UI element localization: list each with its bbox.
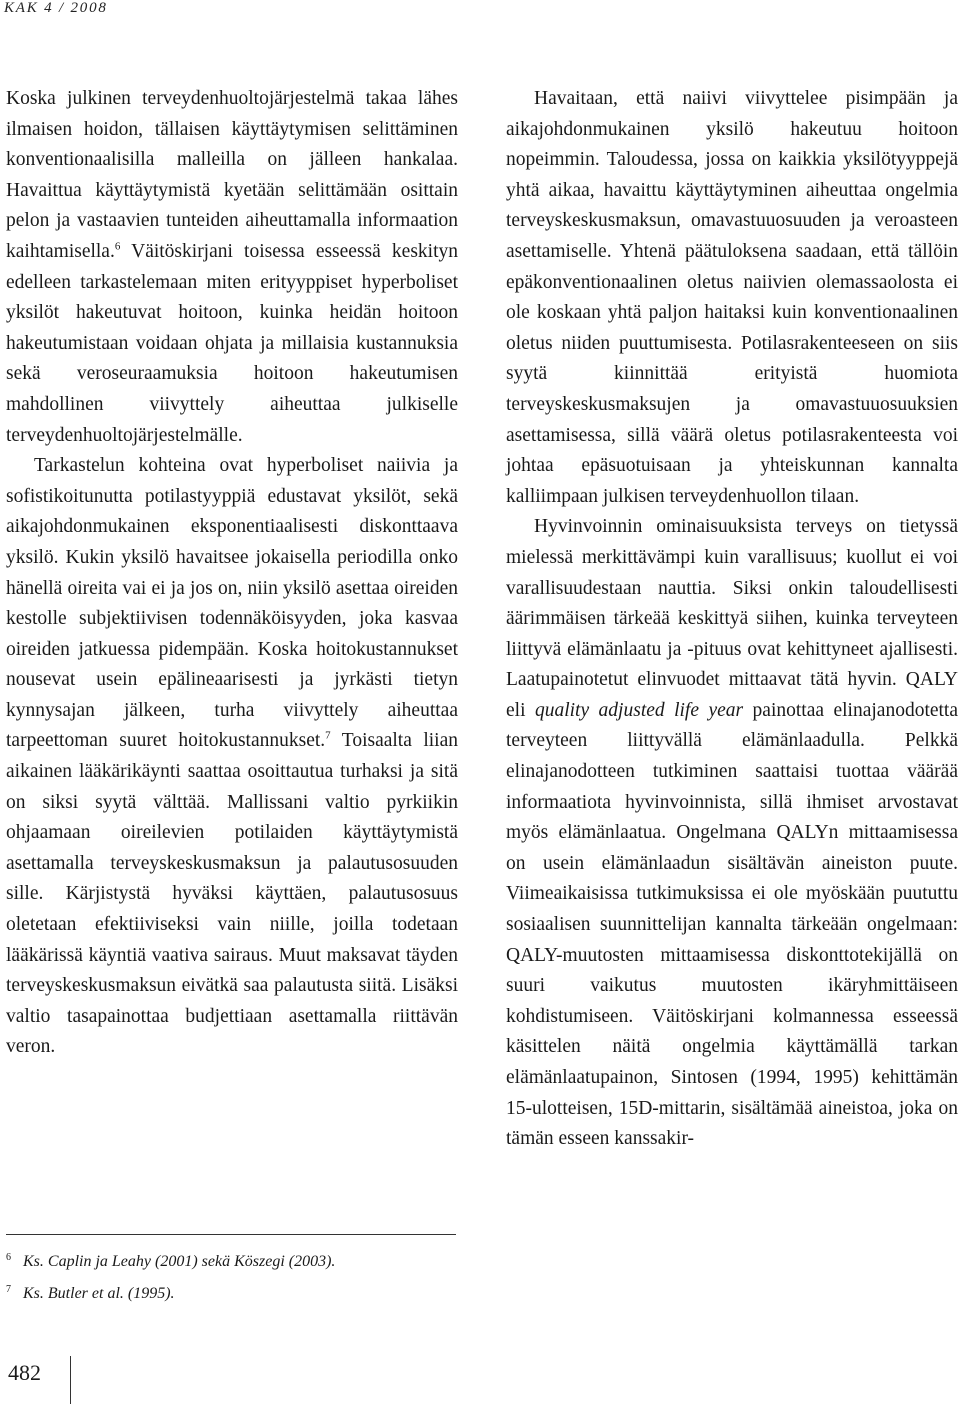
paragraph-text: Hyvinvoinnin ominaisuuksista terveys on tietyssä mielessä merkittävämpi kuin varallisuus; kuollut ei voi varallisuudestaan nauttia. Siksi onkin taloudellisesti äärimmäisen tärkeää keskittyä siihen, kuinka terveyteen liittyvä elämänlaatu ja -pituus ovat kehittyneet ajallisesti. Laatupainotetut elinvuodet mittaavat tätä hyvin. QALY eli [506, 516, 958, 721]
left-column [6, 84, 458, 1063]
footnote-text: Ks. Butler et al. (1995). [23, 1285, 175, 1302]
paragraph: Havaitaan, että naiivi viivyttelee pisimpään ja aikajohdonmukainen yksilö hakeutuu hoitoon nopeimmin. Taloudessa, jossa on kaikkia yksilötyyppejä yhtä aikaa, havaittu käyttäytyminen aiheuttaa ongelmia terveyskeskusmaksun, omavastuuosuuden ja veroasteen asettamiselle. Yhtenä päätuloksena saadaan, että tällöin epäkonventionaalinen oletus naiivien olemassaolosta ei ole koskaan yhtä paljon haitaksi kuin konventionaalinen oletus niiden puuttumisesta. Potilasrakenteeseen on siis syytä kiinnittää erityistä huomiota terveyskeskusmaksujen ja omavastuuosuuksien asettamisessa, sillä väärä oletus potilasrakenteesta voi johtaa epäsuotuisaan ja yhteiskunnan kannalta kalliimpaan julkisen terveydenhuollon tilaan. [506, 88, 958, 507]
paragraph [6, 84, 458, 451]
paragraph-text: Väitöskirjani toisessa esseessä keskityn edelleen tarkastelemaan miten erityyppiset hyperboliset yksilöt hakeutuvat hoitoon, kuinka heidän hoitoon hakeutumistaan voidaan ohjata ja millaisia kustannuksia sekä veroseuraamuksia hoitoon hakeutumisen mahdollinen viivyttely aiheuttaa julkiselle terveydenhuoltojärjestelmälle. [6, 240, 458, 446]
folio-divider [70, 1356, 71, 1404]
footnotes [6, 1246, 456, 1310]
italic-term: quality adjusted life year [534, 699, 744, 721]
footnote-text: Ks. Caplin ja Leahy (2001) sekä Köszegi (2003). [23, 1253, 336, 1270]
running-header: KAK 4 / 2008 [4, 0, 108, 16]
footnote-mark: 6 [6, 1251, 11, 1263]
paragraph-text: painottaa elinajanodotetta terveyteen liittyvällä elämänlaadulla. Pelkkä elinajanodotteen tutkiminen saattaisi tuottaa väärää informaatiota hyvinvoinnista, sillä ihmiset arvostavat myös elämänlaatua. Ongelmana QALYn mittaamisessa on usein elämänlaadun sisältävän aineiston puute. Viimeaikaisissa tutkimuksissa ei ole myöskään puututtu sosiaalisen suunnittelijan kannalta tärkeään ongelmaan: QALY-muutosten mittaamisessa diskonttotekijällä on suuri vaikutus muutosten ikäryhmittäiseen kohdistumiseen. Väitöskirjani kolmannessa esseessä käsittelen näitä ongelmia käyttämällä tarkan elämänlaatupainon, Sintosen (1994, 1995) kehittämän 15-ulotteisen, 15D-mittarin, sisältämää aineistoa, joka on tämän esseen kanssakir- [506, 699, 959, 1150]
paragraph-text: Tarkastelun kohteina ovat hyperboliset naiivia ja sofistikoitunutta potilastyyppiä edustavat yksilöt, sekä aikajohdonmukainen eksponentiaalisesti diskonttaava yksilö. Kukin yksilö havaitsee jokaisella periodilla onko hänellä oireita vai ei ja jos on, niin yksilö asettaa oireiden kestolle subjektiivisen todennäköisyyden, joka kasvaa oireiden jatkuessa pidempään. Koska hoitokustannukset nousevat usein epälineaarisesti ja jyrkästi tietyn kynnysajan jälkeen, turha viivyttely aiheuttaa tarpeettoman suuret hoitokustannukset. [6, 455, 458, 752]
page-number: 482 [8, 1360, 41, 1385]
paragraph [6, 451, 458, 1063]
paragraph [506, 512, 958, 1154]
paragraph-text: Toisaalta liian aikainen lääkärikäynti saattaa osoittautua turhaksi ja sitä on siksi syytä välttää. Mallissani valtio pyrkiikin ohjaamaan oireilevien potilaiden käyttäytymistä asettamalla terveyskeskusmaksun ja palautusosuuden sille. Kärjistystä hyväksi käyttäen, palautusosuus oletetaan efektiiviseksi vain niille, joilla todetaan lääkärissä käyntiä vaativa sairaus. Muut maksavat täyden terveyskeskusmaksun eivätkä saa palautusta siitä. Lisäksi valtio tasapainottaa budjettiaan asettamalla riittävän veron. [6, 730, 458, 1058]
footnote-mark: 7 [6, 1283, 11, 1295]
footnote [6, 1278, 456, 1310]
paragraph-text: Koska julkinen terveydenhuoltojärjestelmä takaa lähes ilmaisen hoidon, tällaisen käyttäytymisen selittäminen konventionaalisilla malleilla on jälleen hankalaa. Havaittua käyttäytymistä kyetään selittämään osittain pelon ja vastaavien tunteiden aiheuttamalla informaation kaihtamisella. [6, 88, 458, 262]
footnote-ref: 7 [325, 729, 331, 742]
footnote [6, 1246, 456, 1278]
footnote-divider [6, 1234, 456, 1235]
footnote-ref: 6 [114, 240, 121, 253]
right-column [506, 84, 958, 1155]
